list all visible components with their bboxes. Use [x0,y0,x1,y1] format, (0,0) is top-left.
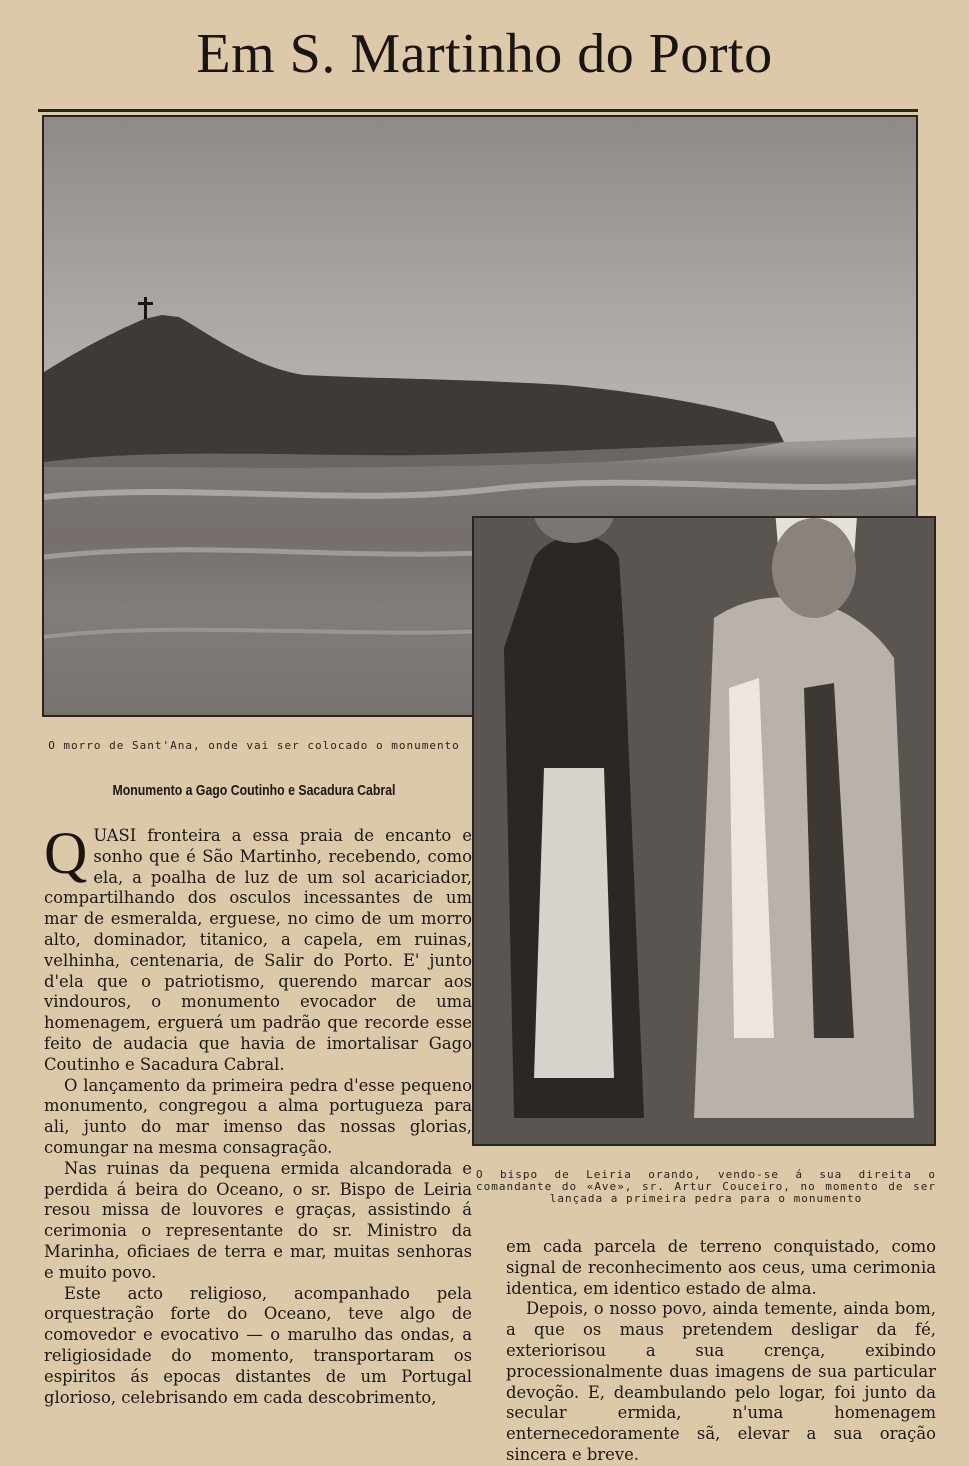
article-heading: Monumento a Gago Coutinho e Sacadura Cabral [112,782,396,799]
article-paragraph: QUASI fronteira a essa praia de encanto e sonho que é São Martinho, recebendo, como ela, a poalha de luz de um sol acariciador, compartilhando dos osculos incessantes de um mar de esmeralda, erguese, no cimo de um morro alto, dominador, titanico, a capela, em ruinas, velhinha, centenaria, de Salir do Porto. E' junto d'ela que o patriotismo, querendo marcar aos vindouros, o monumento evocador de uma homenagem, erguerá um padrão que recorde esse feito de audacia que havia de imortalisar Gago Coutinho e Sacadura Cabral. [44,820,472,1074]
photo-bishop-illustration [474,518,934,1144]
article-paragraph: Depois, o nosso povo, ainda temente, ainda bom, a que os maus pretendem desligar da fé, exteriorisou a sua crença, exibindo processionalmente duas imagens de sua particular devoção. E, deambulando pelo logar, foi junto da secular ermida, n'uma homenagem enternecedoramente sã, elevar a sua oração sincera e breve. [506,1299,936,1464]
page-title: Em S. Martinho do Porto [196,23,773,85]
article-paragraph: em cada parcela de terreno conquistado, como signal de reconhecimento aos ceus, uma cerimonia identica, em identico estado de alma. [506,1237,936,1298]
article-paragraph: Este acto religioso, acompanhado pela orquestração forte do Oceano, teve algo de comovedor e evocativo — o marulho das ondas, a religiosidade do momento, transportaram os espiritos ás epocas distantes de um Portugal glorioso, celebrisando em cada descobrimento, [44,1283,472,1407]
photo-caption-morro: O morro de Sant'Ana, onde vai ser colocado o monumento [48,739,460,752]
article-paragraph: Nas ruinas da pequena ermida alcandorada e perdida á beira do Oceano, o sr. Bispo de Leiria resou missa de louvores e graças, assistindo á cerimonia o representante do sr. Ministro da Marinha, oficiaes de terra e mar, muitas senhoras e muito povo. [44,1158,472,1282]
frame-rule [38,109,918,112]
article-column-left [44,820,472,1408]
article-column-right [506,1237,936,1466]
drop-cap: Q [44,820,88,886]
article-paragraph: O lançamento da primeira pedra d'esse pequeno monumento, congregou a alma portugueza para ali, junto do mar imenso das nossas glorias, comungar na mesma consagração. [44,1075,472,1157]
photo-bishop-ceremony [472,516,936,1146]
photo-caption-bishop: O bispo de Leiria orando, vendo-se á sua direita o comandante do «Ave», sr. Artur Couceiro, no momento de ser lançada a primeira pedra para o monumento [476,1168,936,1205]
